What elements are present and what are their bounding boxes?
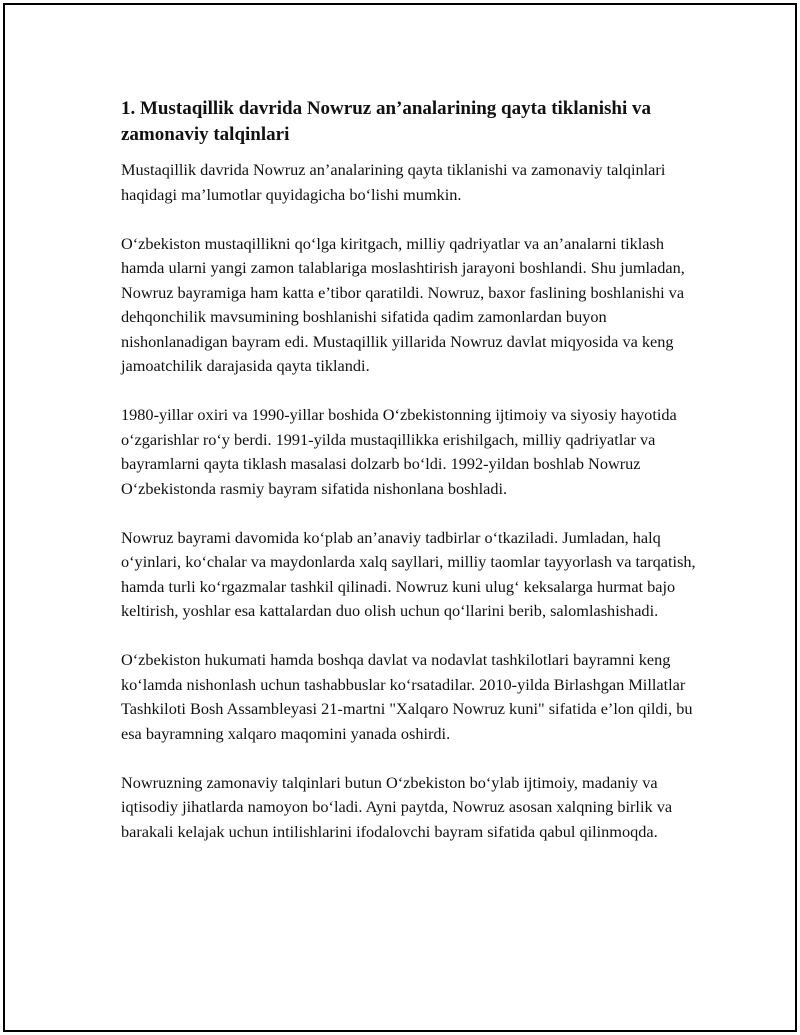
paragraph-independence-revival: O‘zbekiston mustaqillikni qo‘lga kiritgach, milliy qadriyatlar va an’analarni tiklash hamda ularni yangi zamon talablariga moslashtirish jarayoni boshlandi. Shu jumladan, Nowruz bayramiga ham katta e’tibor qaratildi. Nowruz, baxor faslining boshlanishi va dehqonchilik mavsumining boshlanishi sifatida qadim zamonlardan buyon nishonlanadigan bayram edi. Mustaqillik yillarida Nowruz davlat miqyosida va keng jamoatchilik darajasida qayta tiklandi.	[121, 233, 685, 375]
page-frame	[3, 3, 797, 1032]
document-body	[121, 96, 696, 844]
section-heading: 1. Mustaqillik davrida Nowruz an’analarining qayta tiklanishi va zamonaviy talqinlari	[121, 98, 651, 145]
paragraph-history-1990s: 1980-yillar oxiri va 1990-yillar boshida O‘zbekistonning ijtimoiy va siyosiy hayotida o‘zgarishlar ro‘y berdi. 1991-yilda mustaqillikka erishilgach, milliy qadriyatlar va bayramlarni qayta tiklash masalasi dolzarb bo‘ldi. 1992-yildan boshlab Nowruz O‘zbekistonda rasmiy bayram sifatida nishonlana boshladi.	[121, 405, 677, 498]
paragraph-traditions: Nowruz bayrami davomida ko‘plab an’anaviy tadbirlar o‘tkaziladi. Jumladan, halq o‘yinlari, ko‘chalar va maydonlarda xalq sayllari, milliy taomlar tayyorlash va tarqatish, hamda turli ko‘rgazmalar tashkil qilinadi. Nowruz kuni ulug‘ keksalarga hurmat bajo keltirish, yoshlar esa kattalardan duo olish uchun qo‘llarini berib, salomlashishadi.	[121, 527, 696, 620]
paragraph-modern-interpretation: Nowruzning zamonaviy talqinlari butun O‘zbekiston bo‘ylab ijtimoiy, madaniy va iqtisodiy jihatlarda namoyon bo‘ladi. Ayni paytda, Nowruz asosan xalqning birlik va barakali kelajak uchun intilishlarini ifodalovchi bayram sifatida qabul qilinmoqda.	[121, 772, 673, 841]
paragraph-intro: Mustaqillik davrida Nowruz an’analarining qayta tiklanishi va zamonaviy talqinlari haqidagi ma’lumotlar quyidagicha bo‘lishi mumkin.	[121, 160, 666, 204]
paragraph-international-status: O‘zbekiston hukumati hamda boshqa davlat va nodavlat tashkilotlari bayramni keng ko‘lamda nishonlash uchun tashabbuslar ko‘rsatadilar. 2010-yilda Birlashgan Millatlar Tashkiloti Bosh Assambleyasi 21-martni "Xalqaro Nowruz kuni" sifatida e’lon qildi, bu esa bayramning xalqaro maqomini yanada oshirdi.	[121, 650, 693, 743]
